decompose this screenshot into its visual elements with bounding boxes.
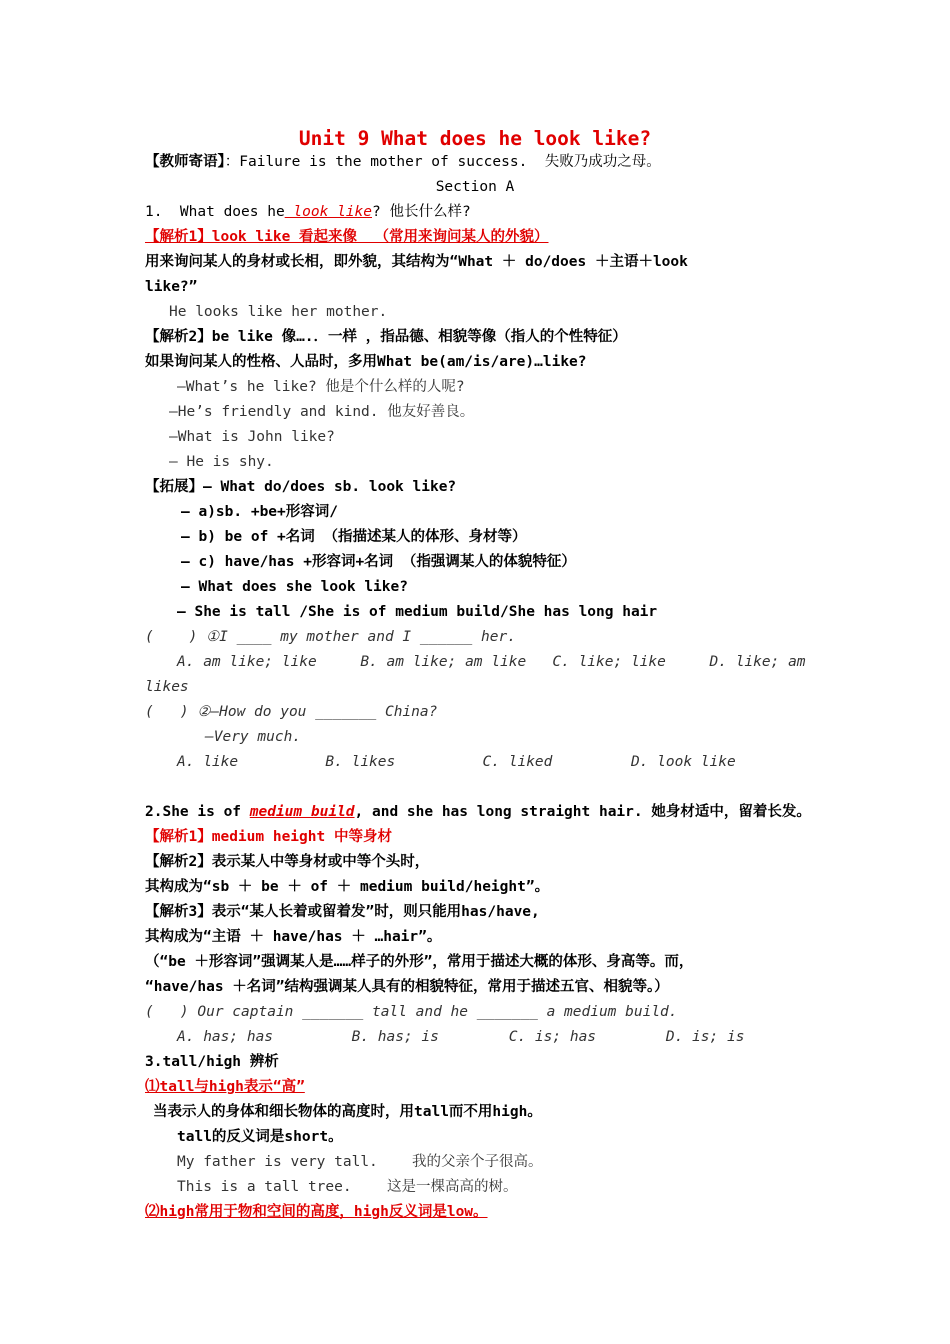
extension-point: — c) have/has +形容词+名词 （指强调某人的体貌特征） xyxy=(181,554,576,570)
section-heading: Section A xyxy=(435,179,515,195)
example-chinese: 这是一棵高高的树。 xyxy=(387,1179,518,1195)
extension-point: — b) be of +名词 （指描述某人的体形、身材等） xyxy=(181,529,527,545)
item-2-sentence xyxy=(145,802,811,822)
item-2-analysis-3-desc: 其构成为“主语 ＋ have/has ＋ …hair”。 xyxy=(145,929,442,945)
page-title: Unit 9 What does he look like? xyxy=(298,127,652,150)
extension-label: 【拓展】 xyxy=(145,479,203,495)
motto-label: 【教师寄语】 xyxy=(145,154,225,170)
item-3-point-2: ⑵high常用于物和空间的高度，high反义词是low。 xyxy=(145,1204,488,1220)
exercise-2-question: ( ) ②—How do you _______ China? xyxy=(145,704,438,720)
item-2-analysis-2: 【解析2】表示某人中等身材或中等个头时， xyxy=(145,854,430,870)
example-chinese: 我的父亲个子很高。 xyxy=(412,1154,543,1170)
item-2-sentence-end: , and she has long straight hair. 她身材适中，留着长发。 xyxy=(354,804,811,820)
example-english: My father is very tall. xyxy=(177,1154,378,1170)
teacher-motto xyxy=(145,152,661,172)
item-1-analysis-1-desc: 用来询问某人的身材或长相，即外貌，其结构为“What ＋ do/does ＋主语＋look xyxy=(145,254,688,270)
item-2-note: （“be ＋形容词”强调某人是……样子的外形”，常用于描述大概的体形、身高等。而， xyxy=(145,954,694,970)
dialogue-line: —He’s friendly and kind. 他友好善良。 xyxy=(169,404,475,420)
item-3-antonym: tall的反义词是short。 xyxy=(177,1129,343,1145)
item-1-example: He looks like her mother. xyxy=(169,304,388,320)
item-2-analysis-2-desc: 其构成为“sb ＋ be ＋ of ＋ medium build/height”。 xyxy=(145,879,550,895)
dialogue-line: —What’s he like? 他是个什么样的人呢? xyxy=(177,379,465,395)
extension-point: — She is tall /She is of medium build/She has long hair xyxy=(177,604,658,620)
item-2-analysis-1: 【解析1】medium height 中等身材 xyxy=(145,829,392,845)
item-2-analysis-3: 【解析3】表示“某人长着或留着发”时，则只能用has/have, xyxy=(145,904,540,920)
exercise-1-options-cont: likes xyxy=(145,679,189,695)
exercise-3-question: ( ) Our captain _______ tall and he _______ a medium build. xyxy=(145,1004,678,1020)
exercise-3-options: A. has; has B. has; is C. is; has D. is; is xyxy=(177,1029,745,1045)
item-1-question-end: ? 他长什么样? xyxy=(372,204,471,220)
exercise-2-reply: —Very much. xyxy=(205,729,302,745)
item-1-question xyxy=(145,202,471,222)
item-1-question-start: 1. What does he xyxy=(145,204,285,220)
exercise-1-question: ( ) ①I ____ my mother and I ______ her. xyxy=(145,629,516,645)
item-1-analysis-1: 【解析1】look like 看起来像 （常用来询问某人的外貌） xyxy=(145,229,549,245)
extension-point: — What does she look like? xyxy=(181,579,408,595)
dialogue-line: —What is John like? xyxy=(169,429,335,445)
item-2-note-cont: “have/has ＋名词”结构强调某人具有的相貌特征，常用于描述五官、相貌等。） xyxy=(145,979,669,995)
item-3-point-1: ⑴tall与high表示“高” xyxy=(145,1079,305,1095)
extension-text: — What do/does sb. look like? xyxy=(203,479,457,495)
item-3-point-1-desc: 当表示人的身体和细长物体的高度时，用tall而不用high。 xyxy=(153,1104,542,1120)
item-3-heading: 3.tall/high 辨析 xyxy=(145,1054,279,1070)
exercise-2-options: A. like B. likes C. liked D. look like xyxy=(177,754,736,770)
extension-point: — a)sb. +be+形容词/ xyxy=(181,504,338,520)
item-1-analysis-2: 【解析2】be like 像….．一样 ，指品德、相貌等像（指人的个性特征） xyxy=(145,329,627,345)
item-2-key-phrase: medium build xyxy=(249,804,355,820)
item-1-analysis-2-desc: 如果询问某人的性格、人品时，多用What be(am/is/are)…like? xyxy=(145,354,587,370)
exercise-1-options: A. am like; like B. am like; am like C. like; like D. like; am xyxy=(177,654,806,670)
example-english: This is a tall tree. xyxy=(177,1179,352,1195)
item-1-extension xyxy=(145,477,456,497)
item-2-sentence-start: 2.She is of xyxy=(145,804,250,820)
item-1-analysis-1-desc-cont: like?” xyxy=(145,279,198,295)
dialogue-line: — He is shy. xyxy=(169,454,274,470)
item-1-key-phrase: look like xyxy=(284,204,372,220)
motto-text: ：Failure is the mother of success. 失败乃成功之母。 xyxy=(224,154,661,170)
